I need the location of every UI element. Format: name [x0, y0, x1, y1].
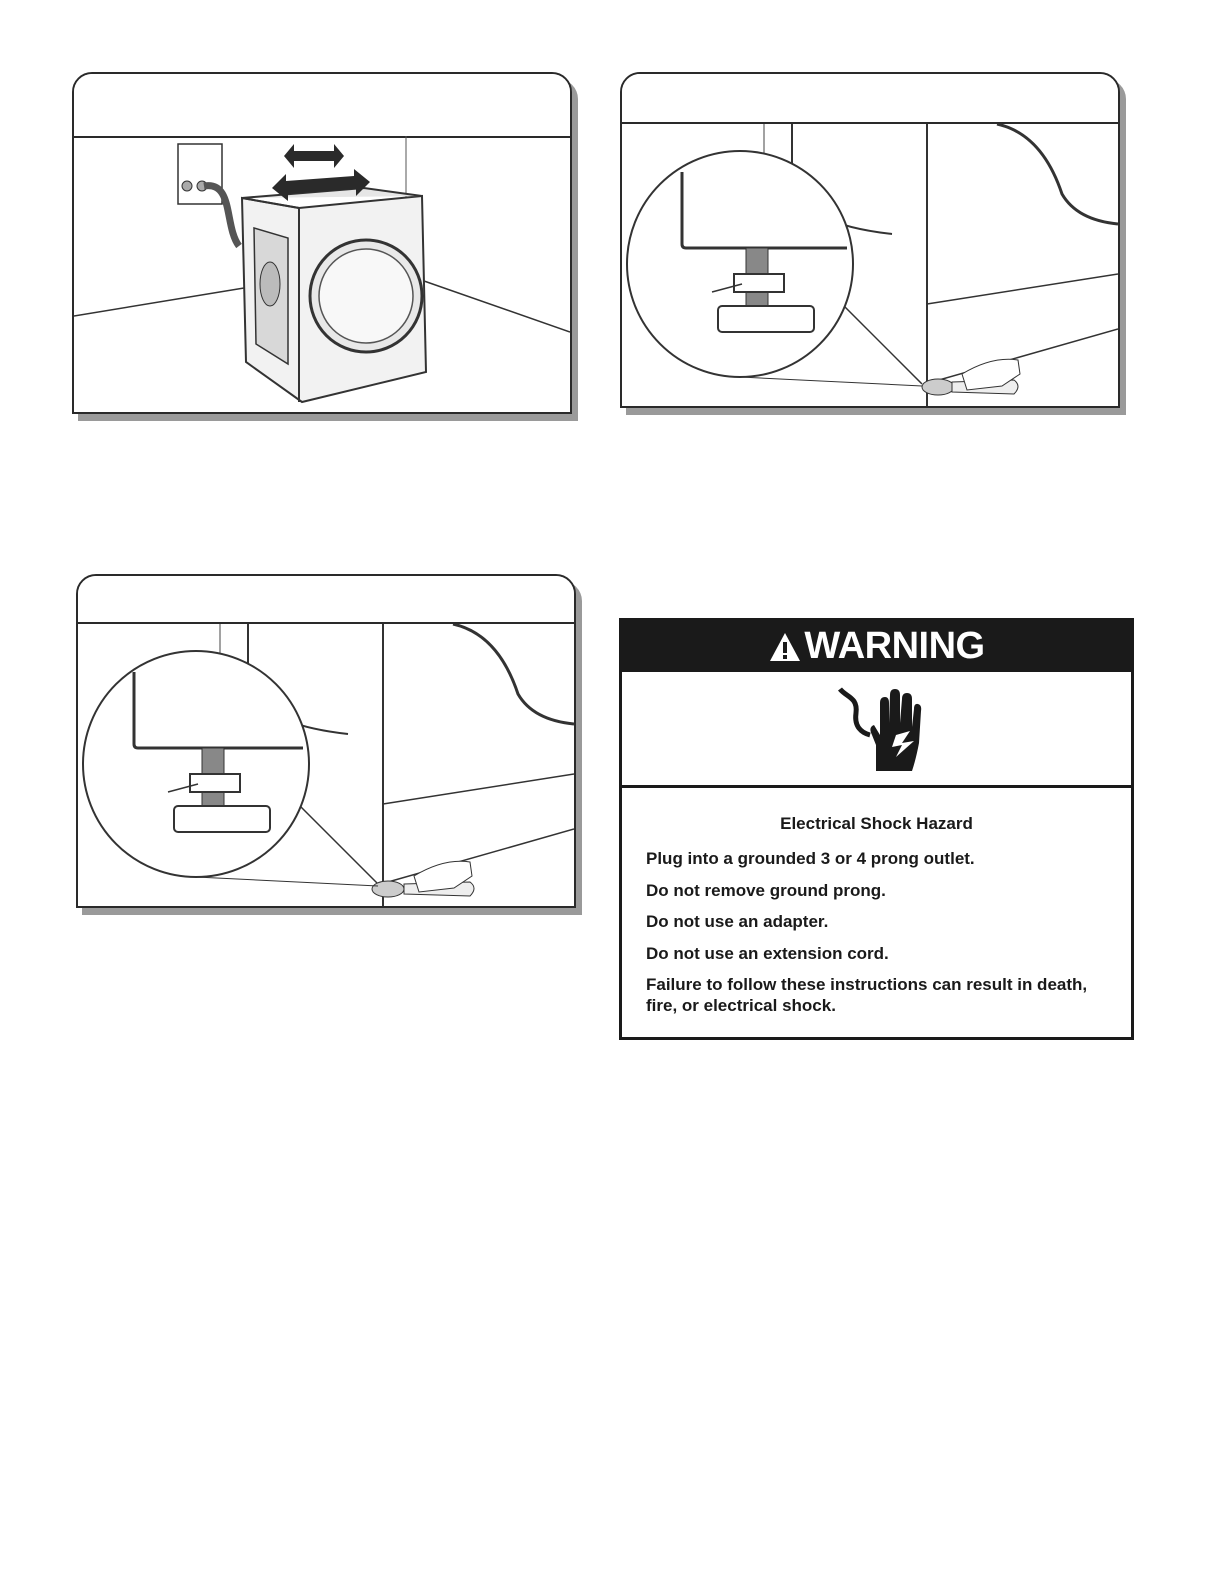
warning-line: Do not use an adapter.: [646, 912, 829, 931]
leveling-foot-illustration: [622, 124, 1118, 406]
dryer-rock-illustration: [74, 136, 570, 412]
leveling-foot-illustration: [78, 624, 574, 906]
hazard-icon-row: [622, 672, 1131, 788]
warning-box: [619, 618, 1134, 1040]
warning-header: [622, 621, 1131, 672]
warning-triangle-icon: [768, 631, 802, 663]
illustration-panel-adjust-foot-1: [620, 72, 1120, 408]
panel-header: [622, 74, 1118, 124]
panel-header: [78, 576, 574, 624]
illustration-panel-rock-dryer: [72, 72, 572, 414]
panel-header: [74, 74, 570, 138]
warning-text: [622, 788, 1131, 1016]
hazard-title: Electrical Shock Hazard: [780, 814, 973, 833]
warning-title: WARNING: [804, 625, 985, 667]
warning-line: Do not remove ground prong.: [646, 880, 886, 900]
illustration-panel-adjust-foot-2: [76, 574, 576, 908]
warning-line: Plug into a grounded 3 or 4 prong outlet.: [646, 849, 975, 868]
electrical-shock-hand-icon: [832, 683, 922, 775]
warning-line: Failure to follow these instructions can result in death, fire, or electrical shock.: [646, 975, 1088, 1015]
warning-line: Do not use an extension cord.: [646, 943, 889, 963]
